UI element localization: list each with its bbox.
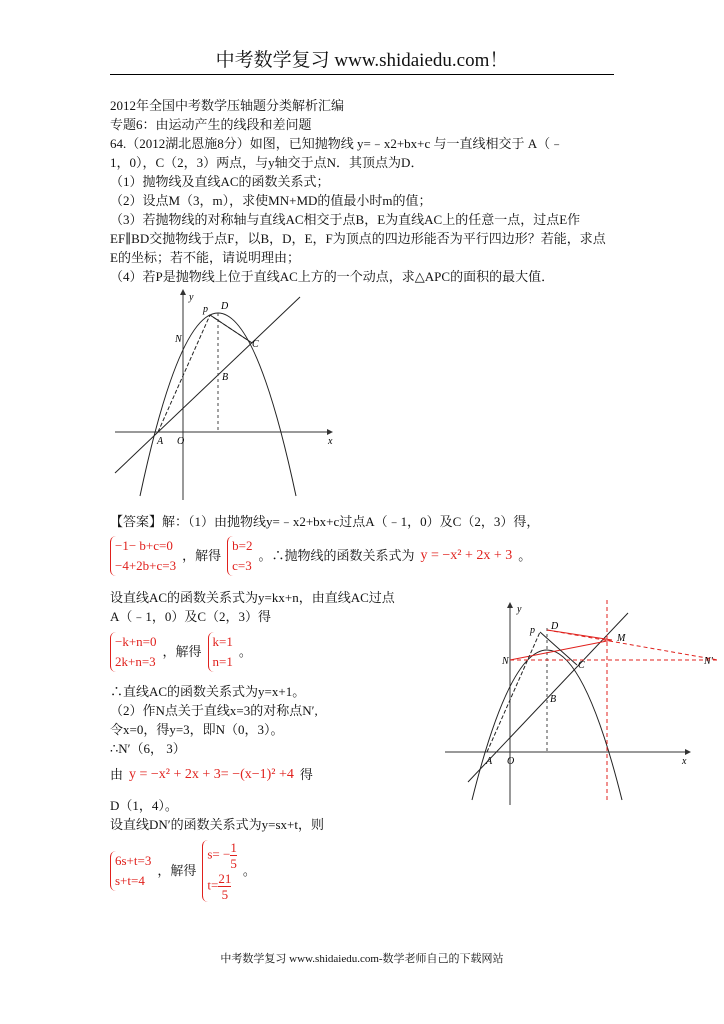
system-1: −1− b+c=0 −4+2b+c=3 (110, 536, 176, 576)
stem-line2: 1，0），C（2，3）两点，与y轴交于点N．其顶点为D． (110, 155, 424, 170)
label-d: D (221, 301, 229, 312)
question-1: （1）抛物线及直线AC的函数关系式； (110, 174, 330, 189)
label-y: y (189, 292, 194, 303)
label-a: A (486, 756, 493, 767)
label-x: x (328, 436, 333, 447)
label-y: y (517, 604, 522, 615)
answer-line11: 设直线DN′的函数关系式为y=sx+t，则 (110, 817, 324, 832)
label-c: C (252, 339, 259, 350)
label-b: B (550, 694, 557, 705)
page-footer: 中考数学复习 www.shidaiedu.com-数学老师自己的下载网站 (220, 953, 504, 965)
label-x: x (682, 756, 687, 767)
question-2: （2）设点M（3，m），求使MN+MD的值最小时m的值； (110, 193, 432, 208)
label-o: O (177, 436, 185, 447)
answer-line1: 【答案】解：（1）由抛物线y=﹣x2+bx+c过点A（﹣1，0）及C（2，3）得， (110, 514, 540, 529)
question-4: （4）若P是抛物线上位于直线AC上方的一个动点，求△APC的面积的最大值． (110, 269, 555, 284)
answer-line10: D（1，4）。 (110, 798, 178, 813)
solve-text: ，解得 (182, 548, 222, 563)
system-3: 6s+t=3 s+t=4 (110, 851, 151, 891)
label-a: A (157, 436, 164, 447)
line-n-m (510, 640, 612, 660)
solve-text: ，解得 (162, 644, 202, 659)
label-o: O (507, 756, 515, 767)
answer-line2: 。∴抛物线的函数关系式为 (258, 548, 415, 563)
answer-line3: 设直线AC的函数关系式为y=kx+n，由直线AC过点 (110, 590, 395, 605)
topic: 专题6：由运动产生的线段和差问题 (110, 117, 312, 132)
period: 。 (238, 644, 252, 659)
label-c: C (578, 660, 585, 671)
solution-2: k=1 n=1 (208, 632, 233, 672)
label-b: B (222, 372, 229, 383)
solve-text: ，解得 (157, 863, 197, 878)
label-n-prime: N' (704, 656, 713, 667)
page-header: 中考数学复习 www.shidaiedu.com！ (110, 50, 614, 75)
vertex-form-equation: y = −x² + 2x + 3= −(x−1)² +4 (129, 767, 294, 782)
stem-line1: 64.（2012湖北恩施8分）如图，已知抛物线 y=﹣x2+bx+c 与一直线相交于 A（﹣ (110, 136, 564, 151)
period: 。 (242, 863, 256, 878)
label-m: M (617, 633, 626, 644)
label-d: D (551, 621, 559, 632)
text-you: 由 (110, 767, 124, 782)
doc-title: 2012年全国中考数学压轴题分类解析汇编 (110, 98, 345, 113)
solution-3: s= − $\frac{1}{5}$ t= $\frac{21}{5}$ (202, 840, 236, 902)
label-n: N (502, 656, 509, 667)
question-3a: （3）若抛物线的对称轴与直线AC相交于点B，E为直线AC上的任意一点，过点E作 (110, 212, 581, 227)
line-d-nprime (547, 630, 718, 660)
answer-line5: ∴直线AC的函数关系式为y=x+1。 (110, 684, 306, 699)
solution-1: b=2 c=3 (227, 536, 252, 576)
period: 。 (518, 548, 532, 563)
answer-line4: A（﹣1，0）及C（2，3）得 (110, 609, 272, 624)
parabola-equation: y = −x² + 2x + 3 (420, 548, 513, 563)
question-3c: E的坐标；若不能，请说明理由； (110, 250, 300, 265)
label-p: p (530, 625, 535, 636)
answer-line6: （2）作N点关于直线x=3的对称点N′, (110, 703, 318, 718)
label-p: p (203, 304, 208, 315)
system-2: −k+n=0 2k+n=3 (110, 632, 157, 672)
label-n: N (175, 334, 182, 345)
question-3b: EF∥BD交抛物线于点F，以B，D，E，F为顶点的四边形能否为平行四边形？若能，求点 (110, 231, 606, 246)
text-de: 得 (299, 767, 313, 782)
answer-line7: 令x=0，得y=3，即N（0，3）。 (110, 722, 284, 737)
answer-line8: ∴N′（6， 3） (110, 741, 186, 756)
